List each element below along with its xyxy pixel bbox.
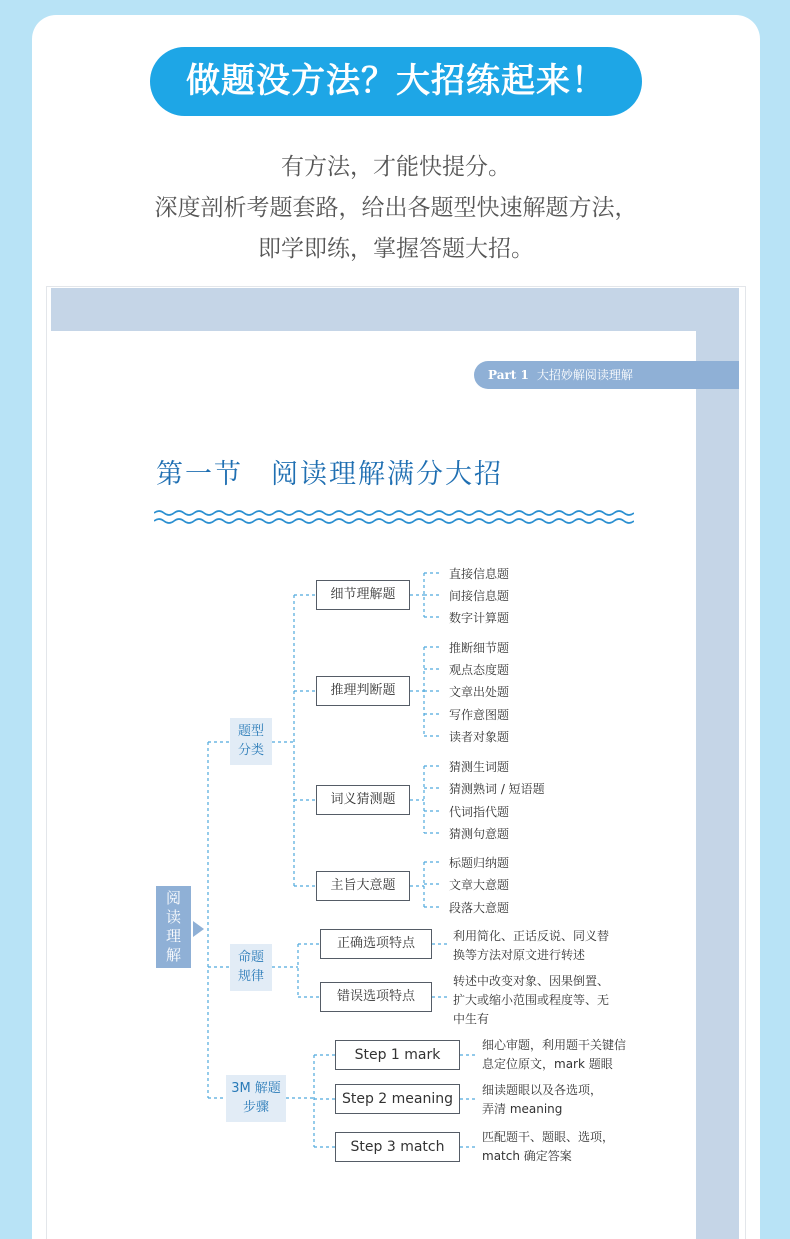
node-step-1-mark: Step 1 mark <box>335 1040 460 1070</box>
node-detail: 细节理解题 <box>316 580 410 610</box>
leaf-item: 观点态度题 <box>449 663 510 677</box>
desc-line: 中生有 <box>453 1012 490 1026</box>
leaf-item: 猜测生词题 <box>449 760 510 774</box>
node-description <box>453 927 653 965</box>
headline-banner: 做题没方法？大招练起来！ <box>150 47 642 116</box>
group-label-line: 题型 <box>237 724 264 739</box>
node-inference: 推理判断题 <box>316 676 410 706</box>
section-name: 阅读理解满分大招 <box>271 459 503 490</box>
leaf-item: 代词指代题 <box>449 805 510 819</box>
leaf-item: 推断细节题 <box>449 641 510 655</box>
desc-line: 细心审题，利用题干关键信 <box>482 1038 627 1052</box>
leaf-item: 数字计算题 <box>449 611 510 625</box>
node-main-idea: 主旨大意题 <box>316 871 410 901</box>
root-label: 阅读理解 <box>165 889 181 964</box>
leaf-item: 写作意图题 <box>449 708 510 722</box>
group-3m-steps <box>226 1075 286 1122</box>
node-correct-options: 正确选项特点 <box>320 929 432 959</box>
leaf-item: 猜测熟词 / 短语题 <box>449 782 545 796</box>
node-word-guess: 词义猜测题 <box>316 785 410 815</box>
node-description <box>482 1036 662 1074</box>
intro-line-3: 即学即练，掌握答题大招。 <box>258 236 534 262</box>
desc-line: 利用简化、正话反说、同义替 <box>453 929 610 943</box>
leaf-item: 间接信息题 <box>449 589 510 603</box>
leaf-item: 文章大意题 <box>449 878 510 892</box>
intro-line-2: 深度剖析考题套路，给出各题型快速解题方法， <box>154 195 638 221</box>
node-wrong-options: 错误选项特点 <box>320 982 432 1012</box>
group-label-line: 命题 <box>237 950 264 965</box>
leaf-item: 标题归纳题 <box>449 856 510 870</box>
part-title: 大招妙解阅读理解 <box>536 368 633 382</box>
leaf-item: 读者对象题 <box>449 730 510 744</box>
desc-line: 匹配题干、题眼、选项， <box>482 1130 615 1144</box>
node-description <box>482 1081 662 1119</box>
desc-line: 换等方法对原文进行转述 <box>453 948 586 962</box>
node-step-2-meaning: Step 2 meaning <box>335 1084 460 1114</box>
node-description <box>482 1128 662 1166</box>
desc-line: match 确定答案 <box>482 1149 572 1163</box>
group-question-patterns <box>230 944 272 991</box>
desc-line: 转述中改变对象、因果倒置、 <box>453 974 610 988</box>
group-question-types <box>230 718 272 765</box>
content-card <box>32 15 760 1239</box>
part-number: Part 1 <box>488 368 529 382</box>
group-label-line: 3M 解题 <box>231 1081 281 1096</box>
desc-line: 弄清 meaning <box>482 1102 563 1116</box>
group-label-line: 步骤 <box>242 1100 269 1115</box>
mindmap-root <box>156 886 191 968</box>
node-step-3-match: Step 3 match <box>335 1132 460 1162</box>
leaf-item: 猜测句意题 <box>449 827 510 841</box>
desc-line: 息定位原文，mark 题眼 <box>482 1057 613 1071</box>
section-number: 第一节 <box>156 459 243 490</box>
group-label-line: 规律 <box>237 969 264 984</box>
leaf-item: 文章出处题 <box>449 685 510 699</box>
group-label-line: 分类 <box>237 743 264 758</box>
intro-line-1: 有方法，才能快提分。 <box>281 154 511 180</box>
leaf-item: 段落大意题 <box>449 901 510 915</box>
desc-line: 扩大或缩小范围或程度等、无 <box>453 993 610 1007</box>
leaf-item: 直接信息题 <box>449 567 510 581</box>
desc-line: 细读题眼以及各选项， <box>482 1083 603 1097</box>
node-description <box>453 972 653 1029</box>
